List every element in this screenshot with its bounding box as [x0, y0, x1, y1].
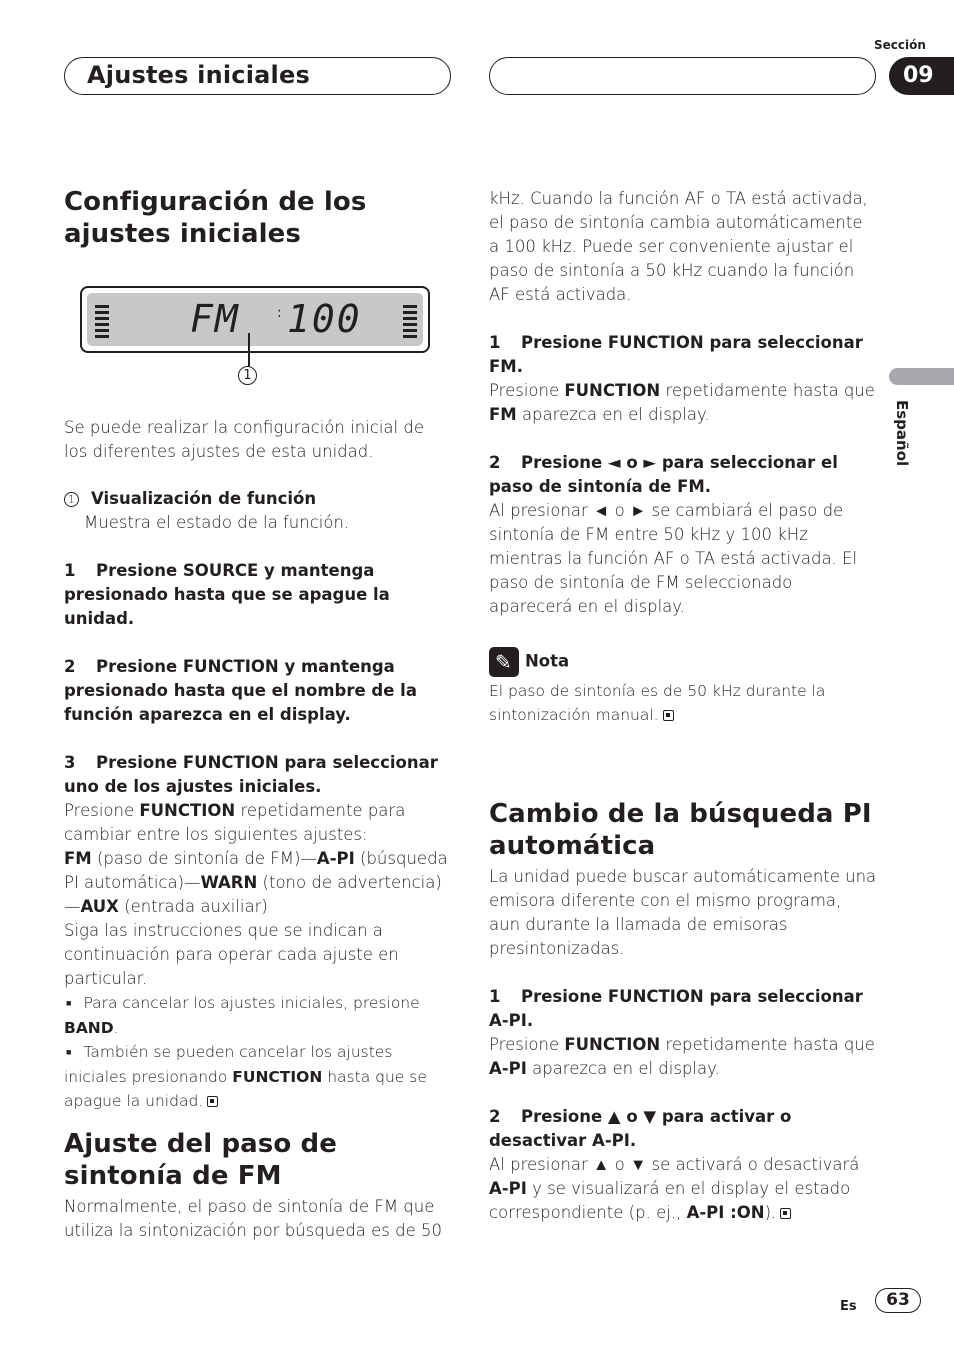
callout-number: 1	[238, 366, 257, 385]
end-mark-icon	[663, 710, 674, 721]
section-label: Sección	[874, 38, 926, 52]
step-2	[64, 655, 452, 727]
step-3-number: 3	[64, 753, 76, 772]
heading-config: Configuración de los ajustes iniciales	[64, 187, 367, 249]
lcd-function-text: FM	[190, 297, 240, 341]
chapter-header	[64, 57, 451, 95]
fm-step-2-text: Presione ◄ o ► para seleccionar el paso de sintonía de FM.	[489, 453, 838, 496]
api-intro: La unidad puede buscar automáticamente una emisora diferente con el mismo programa, aun durante la llamada de emisoras presintonizadas.	[489, 867, 877, 958]
language-tab	[889, 368, 954, 385]
legend-item	[64, 487, 452, 511]
section-number-badge: 09	[889, 57, 954, 95]
bullet-cancel-function: ■ También se pueden cancelar los ajustes iniciales presionando FUNCTION hasta que se apague la unidad.	[64, 1040, 452, 1113]
right-column	[489, 187, 877, 727]
heading-fm-step: Ajuste del paso de sintonía de FM	[64, 1129, 337, 1191]
fm-step-2-number: 2	[489, 453, 501, 472]
step-3-text: Presione FUNCTION para seleccionar uno de los ajustes iniciales.	[64, 753, 438, 796]
footer-language: Es	[840, 1299, 857, 1314]
lcd-colon: :	[277, 305, 282, 321]
bullet-cancel-band: ■ Para cancelar los ajustes iniciales, presione BAND.	[64, 991, 452, 1040]
api-step-2-body: Al presionar ▲ o ▼ se activará o desactivará A-PI y se visualizará en el display el estado correspondiente (p. ej., A-PI :ON).	[489, 1155, 860, 1222]
heading-api: Cambio de la búsqueda PI automática	[489, 799, 872, 861]
step-3	[64, 751, 452, 799]
note-pencil-icon	[489, 647, 519, 677]
api-step-2	[489, 1105, 877, 1153]
fm-step-2	[489, 451, 877, 499]
end-mark-icon	[780, 1208, 791, 1219]
intro-paragraph: Se puede realizar la configuración inicial de los diferentes ajustes de esta unidad.	[64, 418, 424, 461]
step-1	[64, 559, 452, 631]
callout-line	[248, 333, 250, 367]
page-number: 63	[875, 1288, 921, 1313]
note-header	[489, 647, 877, 677]
header-blank-pill	[489, 57, 876, 95]
left-column	[64, 186, 452, 250]
fm-step-2-body: Al presionar ◄ o ► se cambiará el paso de sintonía de FM entre 50 kHz y 100 kHz mientras la función AF o TA está activada. El paso de sintonía de FM seleccionado aparecerá en el display.	[489, 501, 858, 616]
fm-step-1-body: Presione FUNCTION repetidamente hasta que FM aparezca en el display.	[489, 381, 875, 424]
api-step-2-number: 2	[489, 1107, 501, 1126]
step-1-text: Presione SOURCE y mantenga presionado hasta que se apague la unidad.	[64, 561, 390, 628]
language-label: Español	[893, 400, 911, 467]
api-step-2-text: Presione ▲ o ▼ para activar o desactivar A-PI.	[489, 1107, 792, 1150]
lcd-screen	[87, 293, 423, 346]
lcd-illustration	[80, 286, 430, 353]
step-1-number: 1	[64, 561, 76, 580]
right-section-api	[489, 798, 877, 1225]
fm-step-1-text: Presione FUNCTION para seleccionar FM.	[489, 333, 863, 376]
lcd-value-text: 100	[287, 297, 362, 341]
note-title: Nota	[525, 651, 570, 671]
level-meter-left-icon	[95, 305, 113, 341]
follow-instructions: Siga las instrucciones que se indican a continuación para operar cada ajuste en particular.	[64, 921, 399, 988]
step-2-text: Presione FUNCTION y mantenga presionado hasta que el nombre de la función aparezca en el display.	[64, 657, 417, 724]
left-body	[64, 416, 452, 1113]
chapter-title: Ajustes iniciales	[87, 61, 310, 89]
fm-step-1	[489, 331, 877, 379]
legend-number: 1	[64, 492, 79, 507]
level-meter-right-icon	[403, 305, 421, 341]
settings-list: FM (paso de sintonía de FM)—A-PI (búsqueda PI automática)—WARN (tono de advertencia) —AUX (entrada auxiliar)	[64, 849, 448, 916]
fm-step-continuation: kHz. Cuando la función AF o TA está activada, el paso de sintonía cambia automáticamente a 100 kHz. Puede ser conveniente ajustar el paso de sintonía a 50 kHz cuando la función AF está activada.	[489, 189, 868, 304]
left-section-fm	[64, 1128, 452, 1243]
end-mark-icon	[207, 1096, 218, 1107]
step-3-body: Presione FUNCTION repetidamente para cambiar entre los siguientes ajustes:	[64, 801, 406, 844]
legend-description: Muestra el estado de la función.	[84, 513, 350, 532]
legend-title: Visualización de función	[91, 489, 317, 508]
api-step-1-text: Presione FUNCTION para seleccionar A-PI.	[489, 987, 863, 1030]
api-step-1-body: Presione FUNCTION repetidamente hasta que A-PI aparezca en el display.	[489, 1035, 875, 1078]
fm-step-1-number: 1	[489, 333, 501, 352]
api-step-1	[489, 985, 877, 1033]
fm-step-intro: Normalmente, el paso de sintonía de FM que utiliza la sintonización por búsqueda es de 50	[64, 1197, 443, 1240]
note-body: El paso de sintonía es de 50 kHz durante la sintonización manual.	[489, 682, 826, 724]
api-step-1-number: 1	[489, 987, 501, 1006]
step-2-number: 2	[64, 657, 76, 676]
